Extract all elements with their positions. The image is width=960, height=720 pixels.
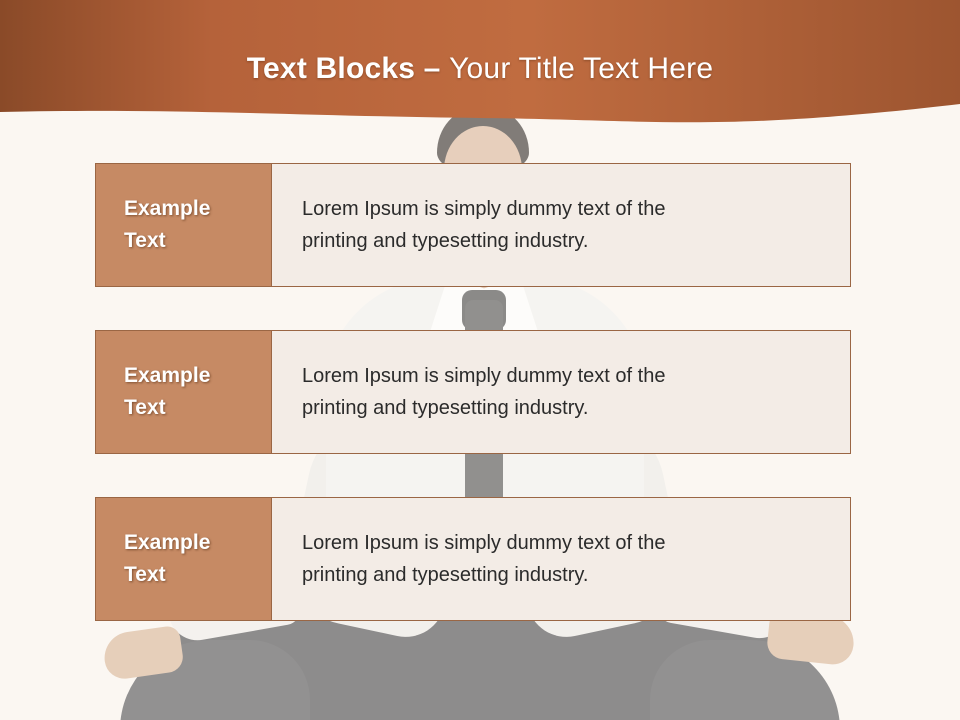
text-block-label — [96, 164, 272, 286]
text-block-label-line2: Text — [124, 396, 166, 419]
text-block-body — [272, 331, 850, 453]
text-block-body — [272, 164, 850, 286]
page-title-separator: – — [415, 52, 450, 85]
text-block-body-line1: Lorem Ipsum is simply dummy text of the — [302, 365, 666, 387]
text-block-row[interactable] — [95, 330, 851, 454]
text-block-label-line2: Text — [124, 229, 166, 252]
page-title-strong: Text Blocks — [246, 52, 416, 85]
text-block-label-line1: Example — [124, 197, 211, 220]
text-block-body-line1: Lorem Ipsum is simply dummy text of the — [302, 532, 666, 554]
header-band — [0, 0, 960, 132]
text-block-label-line1: Example — [124, 364, 211, 387]
text-block-row[interactable] — [95, 163, 851, 287]
text-block-body — [272, 498, 850, 620]
text-block-label-line1: Example — [124, 531, 211, 554]
text-block-body-line2: printing and typesetting industry. — [302, 397, 589, 419]
text-block-label — [96, 498, 272, 620]
text-block-label — [96, 331, 272, 453]
page-title — [0, 52, 960, 86]
text-block-body-line1: Lorem Ipsum is simply dummy text of the — [302, 198, 666, 220]
text-block-body-line2: printing and typesetting industry. — [302, 564, 589, 586]
text-block-row[interactable] — [95, 497, 851, 621]
page-title-light: Your Title Text Here — [449, 52, 714, 85]
text-block-body-line2: printing and typesetting industry. — [302, 230, 589, 252]
text-block-label-line2: Text — [124, 563, 166, 586]
